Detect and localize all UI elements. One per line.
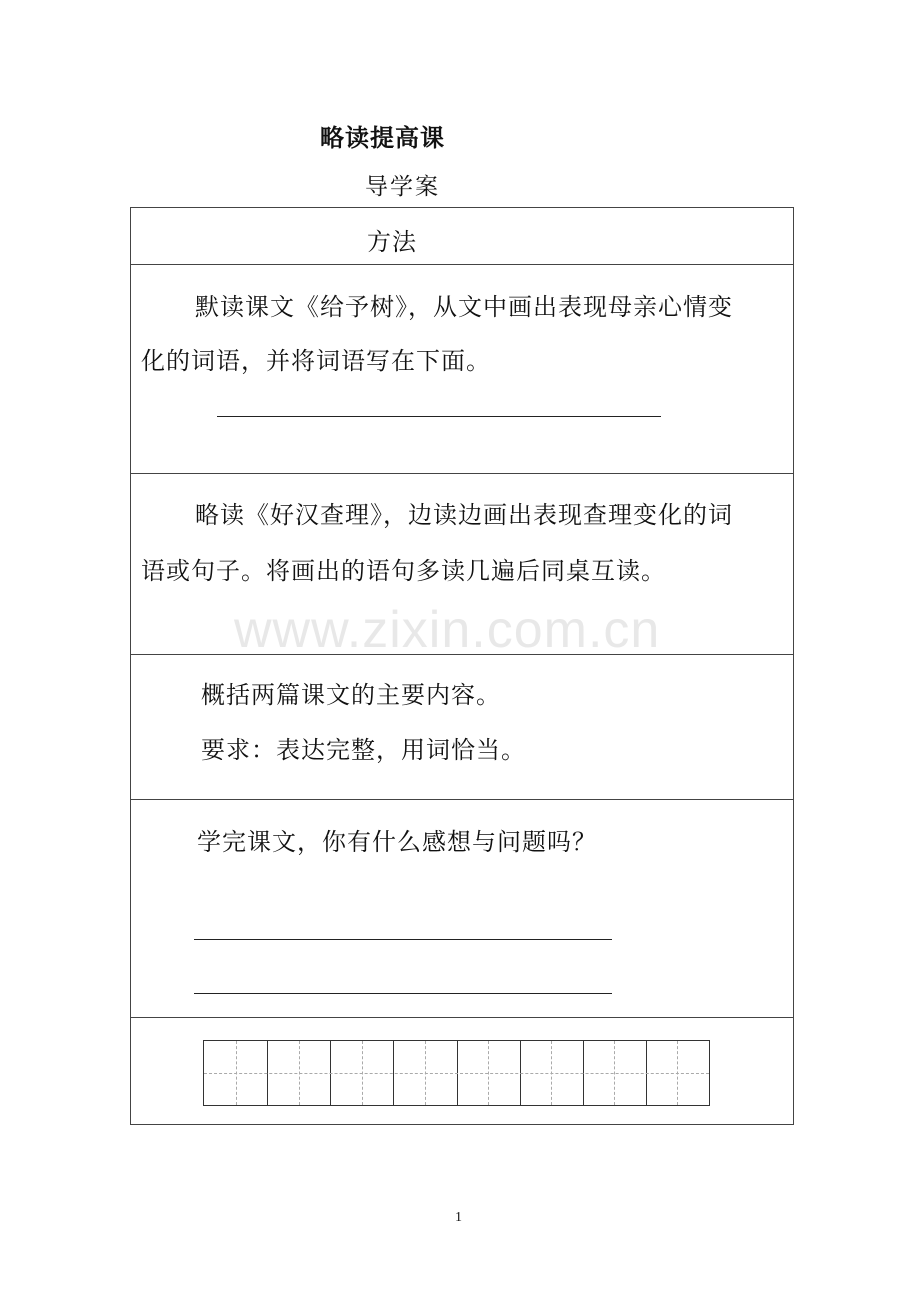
- task2-line1: 略读《好汉查理》，边读边画出表现查理变化的词: [195, 501, 733, 529]
- answer-line: [194, 993, 612, 994]
- task2-line2: 语或句子。将画出的语句多读几遍后同桌互读。: [141, 557, 666, 585]
- task3-line1: 概括两篇课文的主要内容。: [201, 681, 501, 709]
- watermark: www.zixin.com.cn: [234, 601, 661, 659]
- task1-line1: 默读课文《给予树》，从文中画出表现母亲心情变: [195, 293, 733, 321]
- column-header-method: 方法: [367, 228, 417, 256]
- task1-line2: 化的词语，并将词语写在下面。: [141, 347, 491, 375]
- page-subtitle: 导学案: [365, 174, 440, 200]
- worksheet-table: [130, 207, 794, 1125]
- task4-line1: 学完课文，你有什么感想与问题吗？: [197, 828, 597, 856]
- task-row-3: [131, 655, 793, 800]
- writing-grid-row: [131, 1018, 793, 1124]
- task-row-4: [131, 800, 793, 1018]
- grid-line: [204, 1073, 709, 1074]
- task-row-1: [131, 265, 793, 474]
- answer-line: [194, 939, 612, 940]
- task3-line2: 要求：表达完整，用词恰当。: [201, 736, 526, 764]
- page-number: 1: [455, 1210, 462, 1225]
- table-header-row: [131, 208, 793, 265]
- page-title: 略读提高课: [320, 124, 445, 152]
- answer-line: [217, 416, 661, 417]
- writing-grid: [203, 1040, 710, 1106]
